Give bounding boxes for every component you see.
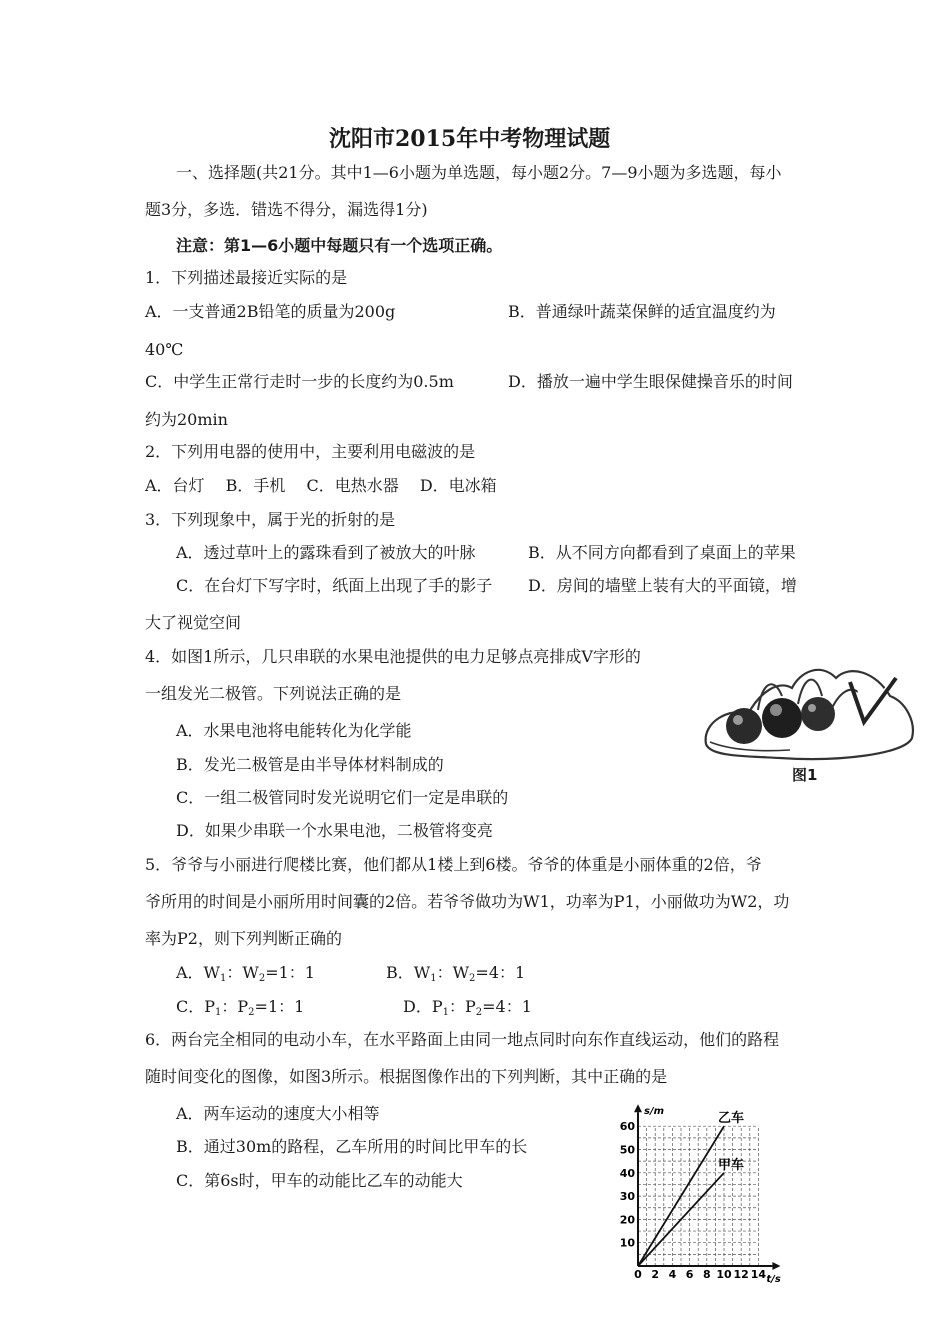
q4-option-a: A．水果电池将电能转化为化学能	[176, 721, 412, 740]
q5-a-mid: ：W	[226, 963, 259, 982]
q4-option-d: D．如果少串联一个水果电池，二极管将变亮	[176, 821, 493, 840]
x-tick-label: 8	[702, 1268, 711, 1281]
q4-option-b: B．发光二极管是由半导体材料制成的	[176, 755, 444, 774]
q1-option-d: D．播放一遍中学生眼保健操音乐的时间	[508, 372, 793, 391]
q5-c-suffix: =1：1	[254, 997, 305, 1016]
x-tick-label: 10	[716, 1268, 732, 1281]
q5-c-mid: ：P	[221, 997, 249, 1016]
x-axis-arrow	[772, 1262, 780, 1270]
q4-stem-line2: 一组发光二极管。下列说法正确的是	[145, 684, 402, 703]
q5-b-mid: ：W	[436, 963, 470, 982]
y-tick-label: 60	[619, 1120, 635, 1134]
x-tick-label: 12	[733, 1268, 749, 1281]
x-tick-label: 0	[634, 1268, 642, 1281]
y-tick-label: 10	[619, 1236, 635, 1250]
y-tick-label: 30	[619, 1190, 635, 1204]
st-graph	[612, 1100, 792, 1290]
q6-option-a: A．两车运动的速度大小相等	[176, 1104, 380, 1123]
y-axis-label: s/m	[644, 1106, 665, 1118]
q3-option-b: B．从不同方向都看到了桌面上的苹果	[528, 543, 796, 562]
q5-stem-line1: 5．爷爷与小丽进行爬楼比赛，他们都从1楼上到6楼。爷爷的体重是小丽体重的2倍，爷	[145, 855, 762, 874]
x-tick-label: 4	[668, 1268, 677, 1281]
q5-b-sub1: 1	[430, 973, 437, 984]
q6-option-b: B．通过30m的路程，乙车所用的时间比甲车的长	[176, 1137, 528, 1156]
x-tick-label: 14	[750, 1268, 767, 1281]
figure-1-caption: 图1	[792, 766, 818, 784]
q5-d-prefix: D．P	[403, 997, 443, 1016]
series-label-2: 甲车	[718, 1157, 745, 1173]
q5-d-sub1: 1	[442, 1007, 449, 1018]
q5-a-suffix: =1：1	[265, 963, 315, 982]
x-axis-label: t/s	[766, 1274, 781, 1285]
q6-option-c: C．第6s时，甲车的动能比乙车的动能大	[176, 1171, 463, 1190]
y-tick-label: 20	[619, 1213, 635, 1227]
q5-option-b	[386, 963, 525, 989]
q5-stem-line3: 率为P2，则下列判断正确的	[145, 929, 342, 948]
q5-c-sub2: 2	[248, 1007, 255, 1018]
fruit-battery-figure	[700, 652, 920, 782]
q5-stem-line2: 爷所用的时间是小丽所用时间囊的2倍。若爷爷做功为W1，功率为P1，小丽做功为W2，功	[145, 892, 790, 911]
q1-stem: 1．下列描述最接近实际的是	[145, 268, 348, 287]
q6-stem-line2: 随时间变化的图像，如图3所示。根据图像作出的下列判断，其中正确的是	[145, 1067, 668, 1086]
q1-option-b-cont: 40℃	[145, 340, 184, 359]
q5-a-sub1: 1	[220, 973, 227, 984]
section-intro-line1: 一、选择题(共21分。其中1—6小题为单选题，每小题2分。7—9小题为多选题，每小	[176, 163, 782, 182]
q5-option-a	[176, 963, 315, 989]
q3-option-c: C．在台灯下写字时，纸面上出现了手的影子	[176, 576, 493, 595]
q5-a-sub2: 2	[258, 973, 266, 984]
q1-option-c: C．中学生正常行走时一步的长度约为0.5m	[145, 372, 454, 391]
q4-option-c: C．一组二极管同时发光说明它们一定是串联的	[176, 788, 509, 807]
q5-option-c	[176, 997, 304, 1023]
q5-b-prefix: B．W	[386, 963, 431, 982]
q3-option-a: A．透过草叶上的露珠看到了被放大的叶脉	[176, 543, 476, 562]
y-axis-arrow	[634, 1104, 642, 1112]
q1-option-b: B．普通绿叶蔬菜保鲜的适宜温度约为	[508, 302, 776, 321]
y-tick-label: 50	[619, 1143, 635, 1157]
q5-c-sub1: 1	[215, 1007, 222, 1018]
q5-option-d	[403, 997, 532, 1023]
x-tick-label: 2	[651, 1268, 660, 1281]
q4-stem-line1: 4．如图1所示，几只串联的水果电池提供的电力足够点亮排成V字形的	[145, 647, 641, 666]
q5-d-sub2: 2	[475, 1007, 483, 1018]
section-note: 注意：第1—6小题中每题只有一个选项正确。	[176, 236, 503, 255]
q1-option-d-cont: 约为20min	[145, 410, 228, 429]
q3-option-d: D．房间的墙壁上装有大的平面镜，增	[528, 576, 797, 595]
q6-stem-line1: 6．两台完全相同的电动小车，在水平路面上由同一地点同时向东作直线运动，他们的路程	[145, 1030, 780, 1049]
q5-c-prefix: C．P	[176, 997, 216, 1016]
x-tick-label: 6	[685, 1268, 694, 1281]
q5-d-mid: ：P	[448, 997, 476, 1016]
q5-b-suffix: =4：1	[475, 963, 526, 982]
q3-option-d-cont: 大了视觉空间	[145, 613, 242, 632]
section-intro-line2: 题3分，多选．错选不得分，漏选得1分)	[145, 200, 428, 219]
q1-option-a: A．一支普通2B铅笔的质量为200g	[145, 302, 396, 321]
q5-a-prefix: A．W	[176, 963, 221, 982]
series-label-1: 乙车	[718, 1111, 745, 1127]
q5-d-suffix: =4：1	[482, 997, 532, 1016]
q2-options: A．台灯 B．手机 C．电热水器 D．电冰箱	[145, 476, 497, 495]
y-tick-label: 40	[619, 1166, 635, 1180]
q5-b-sub2: 2	[469, 973, 476, 984]
page-title: 沈阳市2015年中考物理试题	[329, 126, 611, 152]
q2-stem: 2．下列用电器的使用中，主要利用电磁波的是	[145, 442, 476, 461]
q3-stem: 3．下列现象中，属于光的折射的是	[145, 510, 396, 529]
